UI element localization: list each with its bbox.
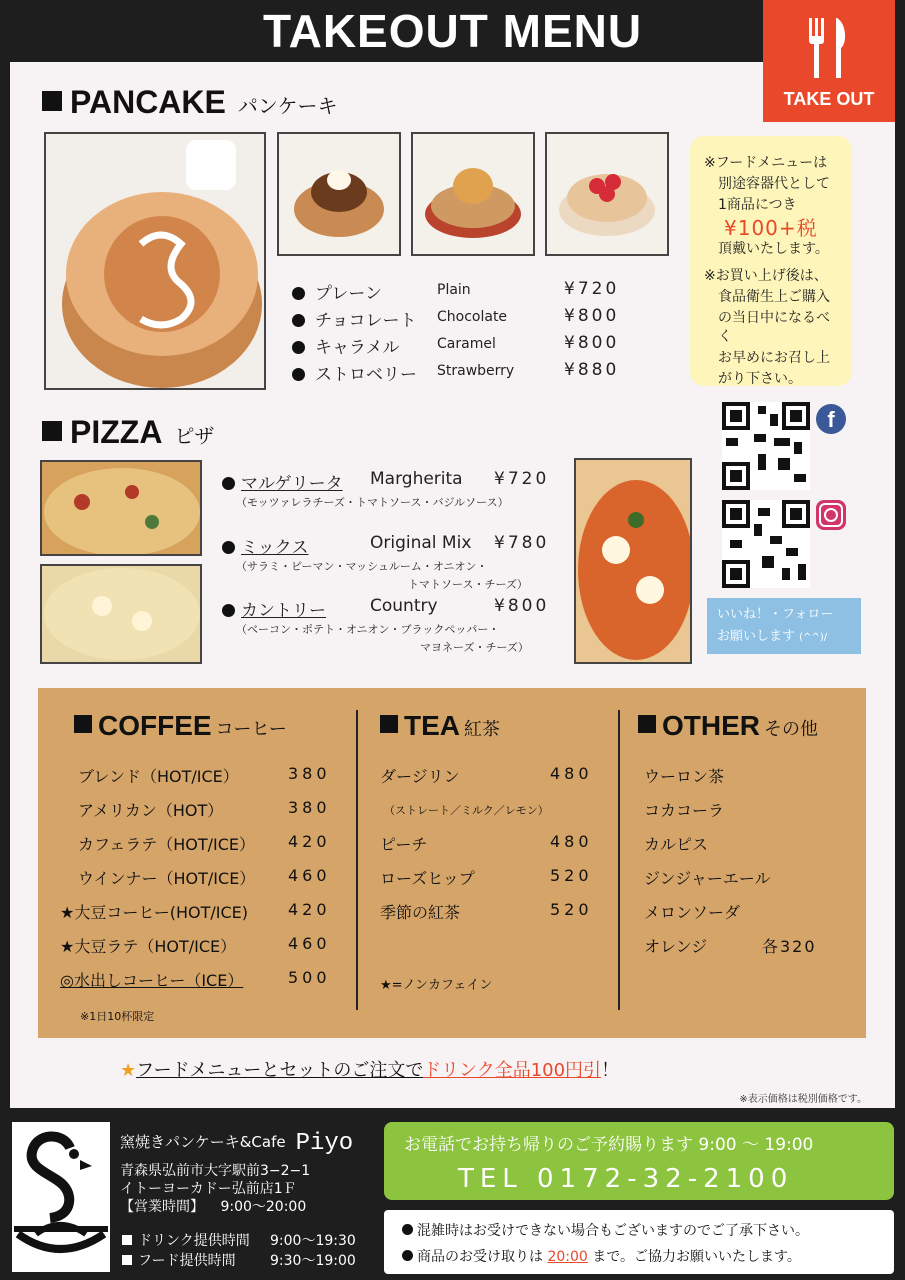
bullet-icon xyxy=(292,314,305,327)
other-title-jp: その他 xyxy=(764,719,818,739)
pizza-item-margherita xyxy=(222,469,550,494)
item-toppings: （ベーコン・ポテト・オニオン・ブラックペッパー・ xyxy=(236,623,500,636)
drink-price: 各320 xyxy=(762,937,817,956)
note-line: がり下さい。 xyxy=(718,371,802,387)
drink-name: 季節の紅茶 xyxy=(380,903,461,922)
drink-name: カフェラテ（HOT/ICE） xyxy=(78,835,255,854)
bullet-icon xyxy=(402,1250,413,1261)
address-line: 青森県弘前市大字駅前3−2−1 xyxy=(120,1163,311,1179)
pizza-photo-3 xyxy=(574,458,692,664)
hours-label: フード提供時間 xyxy=(138,1253,236,1269)
address-line: イトーヨーカドー弘前店1Ｆ xyxy=(120,1181,297,1197)
drink-price: 520 xyxy=(550,866,593,885)
drink-service-hours xyxy=(122,1230,356,1250)
tea-item xyxy=(380,900,593,923)
notice-text: 混雑時はお受けできない場合もございますのでご了承下さい。 xyxy=(417,1223,809,1239)
coffee-title-jp: コーヒー xyxy=(215,719,287,739)
pancake-heading xyxy=(42,84,337,121)
drink-price: 380 xyxy=(288,764,331,783)
drink-price: 520 xyxy=(550,900,593,919)
pizza-photo-1 xyxy=(40,460,202,556)
drink-price: 480 xyxy=(550,832,593,851)
note-line: ※お買い上げ後は、 xyxy=(704,268,828,284)
drinks-panel xyxy=(38,688,866,1038)
business-hours xyxy=(120,1196,306,1216)
phone-number[interactable]: TEL 0172-32-2100 xyxy=(458,1164,794,1194)
facebook-qr-code[interactable] xyxy=(722,402,810,490)
pickup-deadline: 20:00 xyxy=(547,1249,588,1265)
notice-text: まで。ご協力お願いいたします。 xyxy=(592,1249,801,1265)
coffee-title-en: COFFEE xyxy=(98,710,212,741)
drink-name: アメリカン（HOT） xyxy=(78,801,224,820)
item-toppings: マヨネーズ・チーズ） xyxy=(420,641,529,654)
note-line: 1商品につき xyxy=(718,197,797,213)
drink-price: 380 xyxy=(288,798,331,817)
bullet-icon xyxy=(292,287,305,300)
drink-price: 460 xyxy=(288,866,331,885)
instagram-qr-code[interactable] xyxy=(722,500,810,588)
tea-title-en: TEA xyxy=(404,710,460,741)
pancake-item-plain xyxy=(292,279,620,304)
hours-label: ドリンク提供時間 xyxy=(138,1233,250,1249)
drink-name: ★大豆コーヒー(HOT/ICE) xyxy=(60,903,248,922)
frame-left xyxy=(0,62,10,1108)
coffee-item xyxy=(60,968,331,991)
notice-line xyxy=(402,1246,801,1266)
coffee-item xyxy=(60,934,331,957)
notice-line xyxy=(402,1220,809,1240)
item-price: ¥780 xyxy=(494,533,550,553)
item-name-en: Strawberry xyxy=(437,363,515,379)
drink-price: 420 xyxy=(288,900,331,919)
set-discount-promo xyxy=(120,1056,619,1082)
drink-price: 420 xyxy=(288,832,331,851)
fork-knife-icon xyxy=(807,18,851,78)
item-name-en: Country xyxy=(370,596,438,616)
column-divider xyxy=(618,710,620,1010)
coffee-item xyxy=(78,798,331,821)
item-price: ¥720 xyxy=(564,279,620,299)
star-icon: ★ xyxy=(120,1060,137,1081)
caramel-pancake-photo xyxy=(411,132,535,256)
drink-name: ◎水出しコーヒー（ICE） xyxy=(60,971,244,990)
promo-text: ！ xyxy=(601,1060,620,1081)
item-price: ¥800 xyxy=(564,333,620,353)
item-name-en: Original Mix xyxy=(370,533,472,553)
hours-value: 9:00〜19:30 xyxy=(270,1233,356,1249)
chocolate-pancake-photo xyxy=(277,132,401,256)
tea-item xyxy=(384,802,549,818)
frame-right xyxy=(895,62,905,1108)
drink-options: （ストレート／ミルク／レモン） xyxy=(384,804,549,817)
item-name-jp: ストロベリー xyxy=(315,365,417,385)
notice-box xyxy=(384,1210,894,1274)
other-item: ジンジャーエール xyxy=(644,869,771,888)
container-fee-note xyxy=(690,136,852,386)
item-toppings: （サラミ・ピーマン・マッシュルーム・オニオン・ xyxy=(236,560,488,573)
item-name-jp: キャラメル xyxy=(315,338,400,358)
other-heading xyxy=(638,710,818,742)
bullet-icon xyxy=(222,477,235,490)
item-toppings: トマトソース・チーズ） xyxy=(408,578,528,591)
shop-name xyxy=(120,1130,353,1157)
note-line: ※フードメニューは xyxy=(704,155,828,171)
item-name-en: Caramel xyxy=(437,336,496,352)
coffee-item xyxy=(78,866,331,889)
tea-item xyxy=(380,764,593,787)
square-bullet-icon xyxy=(638,715,656,733)
bullet-icon xyxy=(292,341,305,354)
takeout-label: TAKE OUT xyxy=(783,89,875,109)
promo-discount: ドリンク全品100円引 xyxy=(423,1060,602,1081)
coffee-item xyxy=(78,832,331,855)
piyo-logo xyxy=(12,1122,110,1272)
item-price: ¥800 xyxy=(494,596,550,616)
tax-note: ※表示価格は税別価格です。 xyxy=(739,1094,867,1105)
pancake-item-chocolate xyxy=(292,306,620,331)
drink-name: ローズヒップ xyxy=(380,869,475,888)
bullet-icon xyxy=(402,1224,413,1235)
follow-text: いいね！・フォロー xyxy=(717,607,834,622)
item-name-jp: マルゲリータ xyxy=(241,474,343,494)
drink-price: 500 xyxy=(288,968,331,987)
hours-value: 9:30〜19:00 xyxy=(270,1253,356,1269)
other-item: カルピス xyxy=(644,835,709,854)
reservation-box xyxy=(384,1122,894,1200)
column-divider xyxy=(356,710,358,1010)
other-item: ウーロン茶 xyxy=(644,767,725,786)
drink-name: ★大豆ラテ（HOT/ICE） xyxy=(60,937,237,956)
shop-type: 窯焼きパンケーキ&Cafe xyxy=(120,1133,286,1151)
bullet-icon xyxy=(222,541,235,554)
pancake-main-photo xyxy=(44,132,266,390)
item-name-jp: ミックス xyxy=(241,538,309,558)
reservation-text: お電話でお持ち帰りのご予約賜ります 9:00 〜 19:00 xyxy=(404,1135,814,1155)
coffee-heading xyxy=(74,710,287,742)
pancake-title-jp: パンケーキ xyxy=(237,96,338,118)
note-line: お早めにお召し上 xyxy=(718,350,830,366)
item-name-en: Margherita xyxy=(370,469,463,489)
item-name-jp: カントリー xyxy=(241,601,326,621)
facebook-icon[interactable]: f xyxy=(816,404,846,434)
other-item: コカコーラ xyxy=(644,801,725,820)
drink-name: ダージリン xyxy=(380,767,460,786)
pizza-item-country xyxy=(222,596,550,621)
square-bullet-icon xyxy=(380,715,398,733)
container-fee: ¥100+税 xyxy=(724,216,818,240)
shop-brand: Piyo xyxy=(295,1130,354,1157)
square-bullet-icon xyxy=(122,1235,132,1245)
square-bullet-icon xyxy=(42,91,62,111)
other-title-en: OTHER xyxy=(662,710,760,741)
pancake-title-en: PANCAKE xyxy=(70,84,226,120)
promo-text: フードメニューとセットのご注文で xyxy=(136,1060,424,1081)
drink-name: ブレンド（HOT/ICE） xyxy=(78,767,239,786)
item-price: ¥720 xyxy=(494,469,550,489)
pizza-heading xyxy=(42,414,214,451)
note-line: 食品衛生上ご購入 xyxy=(718,289,830,305)
follow-banner xyxy=(707,598,861,654)
item-price: ¥800 xyxy=(564,306,620,326)
coffee-item xyxy=(60,900,331,923)
drink-name: ウインナー（HOT/ICE） xyxy=(78,869,256,888)
other-item xyxy=(644,934,817,957)
note-line: の当日中になるべく xyxy=(718,310,830,345)
page-title: TAKEOUT MENU xyxy=(262,5,643,57)
hours-value: 9:00〜20:00 xyxy=(220,1199,307,1215)
note-line: 頂戴いたします。 xyxy=(718,241,829,257)
pancake-item-strawberry xyxy=(292,360,620,385)
pizza-photo-2 xyxy=(40,564,202,664)
non-caffeine-note: ★=ノンカフェイン xyxy=(380,978,493,993)
item-toppings: （モッツァレラチーズ・トマトソース・バジルソース） xyxy=(236,496,509,509)
bullet-icon xyxy=(222,604,235,617)
item-name-jp: プレーン xyxy=(315,284,382,304)
tea-title-jp: 紅茶 xyxy=(464,719,500,739)
hours-label: 【営業時間】 xyxy=(120,1199,204,1215)
tea-heading xyxy=(380,710,500,742)
coffee-item xyxy=(78,764,331,787)
strawberry-pancake-photo xyxy=(545,132,669,256)
footer xyxy=(0,1108,905,1280)
coffee-limit-note: ※1日10杯限定 xyxy=(80,1010,155,1023)
instagram-icon[interactable] xyxy=(816,500,846,530)
note-line: 別途容器代として xyxy=(718,176,830,192)
square-bullet-icon xyxy=(74,715,92,733)
drink-price: 480 xyxy=(550,764,593,783)
drink-name: ピーチ xyxy=(380,835,428,854)
follow-emoticon: (^^)/ xyxy=(799,632,828,643)
food-service-hours xyxy=(122,1250,356,1270)
drink-price: 460 xyxy=(288,934,331,953)
item-price: ¥880 xyxy=(564,360,620,380)
pancake-item-caramel xyxy=(292,333,620,358)
item-name-en: Chocolate xyxy=(437,309,508,325)
square-bullet-icon xyxy=(42,421,62,441)
takeout-badge xyxy=(763,0,895,122)
other-item: メロンソーダ xyxy=(644,903,741,922)
pizza-item-mix xyxy=(222,533,550,558)
drink-name: オレンジ xyxy=(644,937,708,956)
tea-item xyxy=(380,832,593,855)
notice-text: 商品のお受け取りは xyxy=(417,1249,543,1265)
item-name-en: Plain xyxy=(437,282,471,298)
follow-text: お願いします xyxy=(717,629,796,644)
item-name-jp: チョコレート xyxy=(315,311,417,331)
tea-item xyxy=(380,866,593,889)
bullet-icon xyxy=(292,368,305,381)
pizza-title-en: PIZZA xyxy=(70,414,163,450)
pizza-title-jp: ピザ xyxy=(174,426,215,448)
square-bullet-icon xyxy=(122,1255,132,1265)
